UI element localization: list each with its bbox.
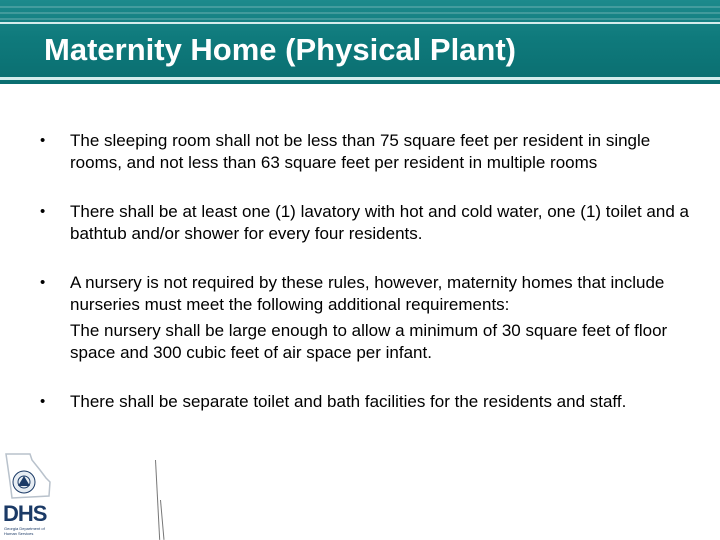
bullet-subtext: The nursery shall be large enough to allow a minimum of 30 square feet of floor space and 300 cubic feet of air space per infant. [70,321,668,362]
bullet-list [38,130,698,413]
bullet-item [38,201,698,245]
header-bottom-divider [0,77,720,80]
header-stripe [0,12,720,14]
bullet-marker: • [40,393,46,410]
decorative-line [160,500,164,540]
bullet-text: There shall be at least one (1) lavatory with hot and cold water, one (1) toilet and a bathtub and/or shower for every four residents. [70,202,689,243]
bullet-marker: • [40,203,46,220]
bullet-text: There shall be separate toilet and bath facilities for the residents and staff. [70,392,627,411]
bullet-marker: • [40,274,46,291]
bullet-item [38,391,698,413]
logo-subtext: Georgia Department of Human Services [4,526,45,536]
bullet-text: The sleeping room shall not be less than 75 square feet per resident in single rooms, and not less than 63 square feet per resident in multiple rooms [70,131,651,172]
header-divider [0,22,720,24]
logo-wordmark: DHS [3,501,47,526]
bullet-item [38,130,698,174]
bullet-text: A nursery is not required by these rules, however, maternity homes that include nurseries must meet the following additional requirements: [70,273,665,314]
header-stripe [0,18,720,20]
bullet-marker: • [40,132,46,149]
dhs-logo [0,452,58,540]
bullet-item [38,272,698,364]
slide-title: Maternity Home (Physical Plant) [44,32,517,67]
header-stripe [0,6,720,8]
title-bar [0,0,720,84]
georgia-state-outline-icon [0,452,58,502]
